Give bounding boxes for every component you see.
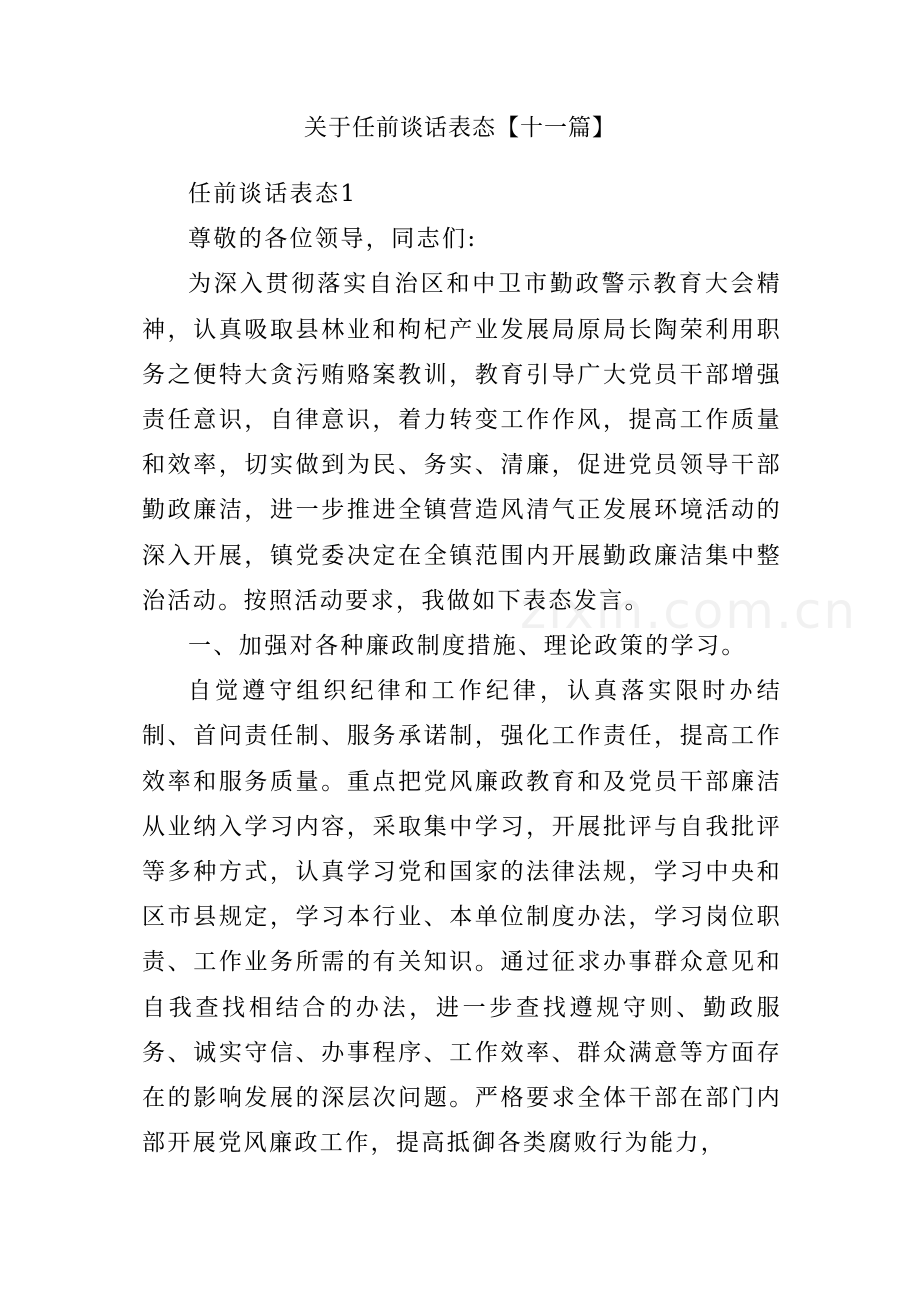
document-body (142, 172, 782, 1166)
section-heading: 任前谈话表态1 (188, 181, 358, 207)
body-paragraph: 为深入贯彻落实自治区和中卫市勤政警示教育大会精神，认真吸取县林业和枸杞产业发展局原局长陶荣利用职务之便特大贪污贿赂案教训，教育引导广大党员干部增强责任意识，自律意识，着力转变工作作风，提高工作质量和效率，切实做到为民、务实、清廉，促进党员领导干部勤政廉洁，进一步推进全镇营造风清气正发展环境活动的深入开展，镇党委决定在全镇范围内开展勤政廉洁集中整治活动。按照活动要求，我做如下表态发言。 (142, 271, 782, 614)
salutation: 尊敬的各位领导，同志们: (188, 226, 478, 253)
subsection-heading: 一、加强对各种廉政制度措施、理论政策的学习。 (188, 633, 747, 660)
document-title: 关于任前谈话表态【十一篇】 (304, 115, 616, 141)
body-paragraph: 自觉遵守组织纪律和工作纪律，认真落实限时办结制、首问责任制、服务承诺制，强化工作责任，提高工作效率和服务质量。重点把党风廉政教育和及党员干部廉洁从业纳入学习内容，采取集中学习，开展批评与自我批评等多种方式，认真学习党和国家的法律法规，学习中央和区市县规定，学习本行业、本单位制度办法，学习岗位职责、工作业务所需的有关知识。通过征求办事群众意见和自我查找相结合的办法，进一步查找遵规守则、勤政服务、诚实守信、办事程序、工作效率、群众满意等方面存在的影响发展的深层次问题。严格要求全体干部在部门内部开展党风廉政工作，提高抵御各类腐败行为能力， (142, 678, 782, 1157)
watermark: zixin.com.cn (520, 582, 858, 640)
